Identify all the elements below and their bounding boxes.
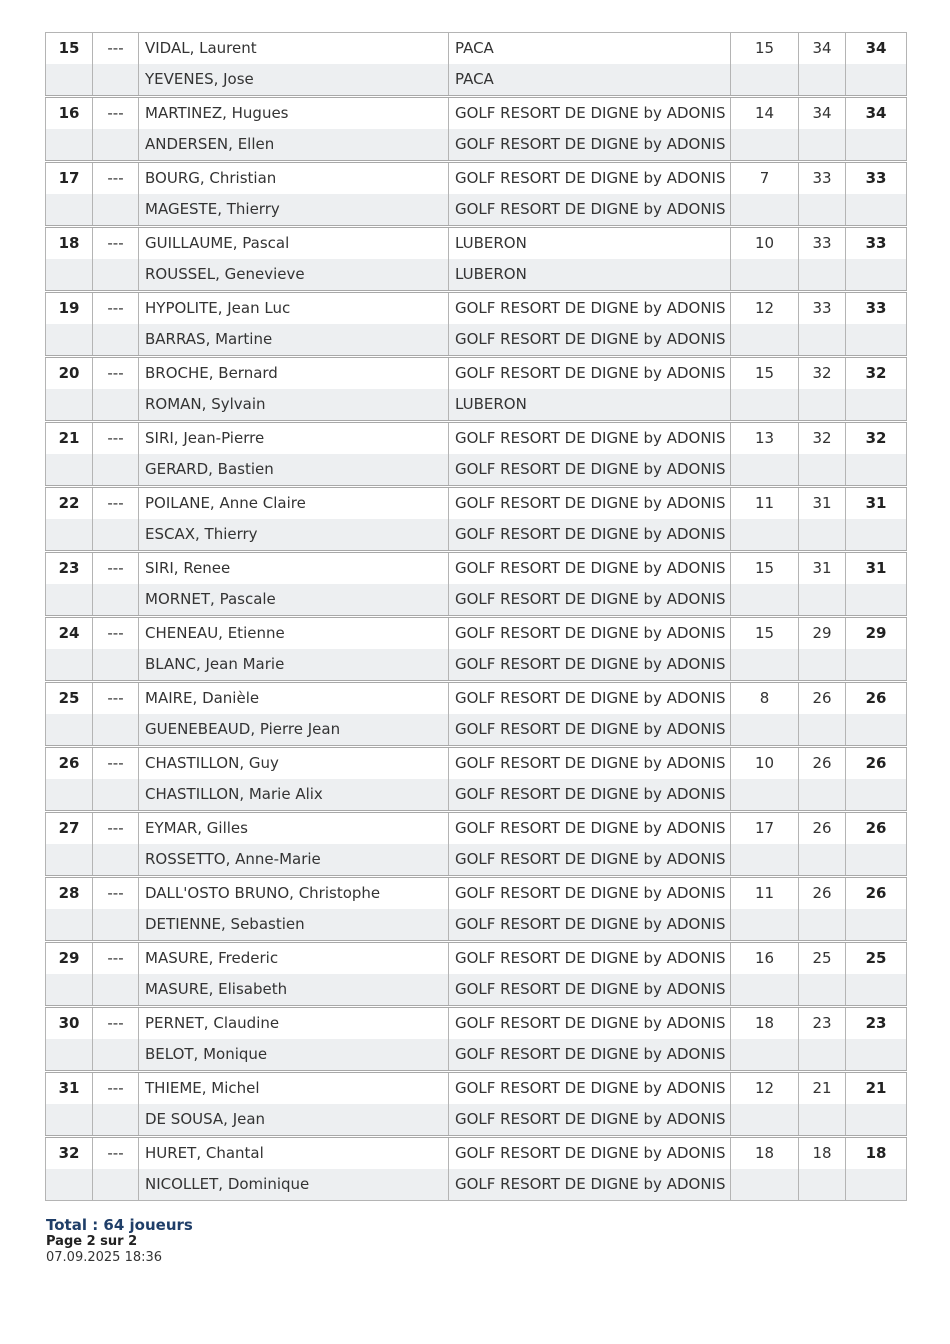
team-brut-score: 18 — [799, 1137, 846, 1170]
player-club: GOLF RESORT DE DIGNE by ADONIS — [449, 487, 731, 520]
empty-cell — [799, 454, 846, 487]
empty-cell — [731, 1104, 799, 1137]
team-net-score: 25 — [846, 942, 907, 975]
team-row-primary — [46, 617, 907, 650]
empty-cell — [846, 519, 907, 552]
player-name: GERARD, Bastien — [139, 454, 449, 487]
empty-cell — [799, 584, 846, 617]
player-name: YEVENES, Jose — [139, 64, 449, 97]
team-dash: --- — [93, 97, 139, 130]
empty-cell — [846, 584, 907, 617]
empty-cell — [799, 324, 846, 357]
team-rank: 32 — [46, 1137, 93, 1170]
team-dash: --- — [93, 162, 139, 195]
empty-cell — [731, 1169, 799, 1201]
player-name: BELOT, Monique — [139, 1039, 449, 1072]
empty-cell — [93, 454, 139, 487]
empty-cell — [46, 129, 93, 162]
empty-cell — [846, 974, 907, 1007]
team-brut-score: 26 — [799, 747, 846, 780]
player-name: SIRI, Renee — [139, 552, 449, 585]
player-name: VIDAL, Laurent — [139, 33, 449, 65]
empty-cell — [799, 714, 846, 747]
empty-cell — [799, 779, 846, 812]
player-name: BLANC, Jean Marie — [139, 649, 449, 682]
player-name: DETIENNE, Sebastien — [139, 909, 449, 942]
team-row-secondary — [46, 844, 907, 877]
empty-cell — [46, 389, 93, 422]
player-name: PERNET, Claudine — [139, 1007, 449, 1040]
player-name: THIEME, Michel — [139, 1072, 449, 1105]
team-row-secondary — [46, 454, 907, 487]
team-row-primary — [46, 97, 907, 130]
empty-cell — [799, 1039, 846, 1072]
team-row-secondary — [46, 1169, 907, 1201]
empty-cell — [46, 519, 93, 552]
team-dash: --- — [93, 227, 139, 260]
team-row-secondary — [46, 64, 907, 97]
team-row-primary — [46, 747, 907, 780]
player-name: MARTINEZ, Hugues — [139, 97, 449, 130]
empty-cell — [93, 1104, 139, 1137]
results-body — [46, 33, 907, 1201]
empty-cell — [799, 1169, 846, 1201]
empty-cell — [799, 129, 846, 162]
team-row-primary — [46, 1137, 907, 1170]
empty-cell — [46, 844, 93, 877]
team-rank: 20 — [46, 357, 93, 390]
empty-cell — [46, 194, 93, 227]
team-brut-score: 26 — [799, 812, 846, 845]
team-rank: 19 — [46, 292, 93, 325]
team-handicap: 13 — [731, 422, 799, 455]
empty-cell — [846, 324, 907, 357]
team-brut-score: 32 — [799, 422, 846, 455]
empty-cell — [846, 1039, 907, 1072]
team-row-secondary — [46, 714, 907, 747]
empty-cell — [799, 974, 846, 1007]
team-net-score: 21 — [846, 1072, 907, 1105]
team-dash: --- — [93, 1007, 139, 1040]
empty-cell — [46, 909, 93, 942]
team-dash: --- — [93, 552, 139, 585]
team-rank: 17 — [46, 162, 93, 195]
team-row-secondary — [46, 519, 907, 552]
player-name: CHASTILLON, Marie Alix — [139, 779, 449, 812]
team-rank: 23 — [46, 552, 93, 585]
team-rank: 24 — [46, 617, 93, 650]
team-net-score: 31 — [846, 487, 907, 520]
empty-cell — [93, 909, 139, 942]
team-row-secondary — [46, 584, 907, 617]
player-club: GOLF RESORT DE DIGNE by ADONIS — [449, 552, 731, 585]
empty-cell — [731, 194, 799, 227]
player-club: GOLF RESORT DE DIGNE by ADONIS — [449, 454, 731, 487]
empty-cell — [46, 259, 93, 292]
empty-cell — [799, 64, 846, 97]
team-dash: --- — [93, 812, 139, 845]
team-dash: --- — [93, 357, 139, 390]
player-club: GOLF RESORT DE DIGNE by ADONIS — [449, 422, 731, 455]
empty-cell — [46, 584, 93, 617]
empty-cell — [93, 779, 139, 812]
player-club: GOLF RESORT DE DIGNE by ADONIS — [449, 324, 731, 357]
empty-cell — [731, 1039, 799, 1072]
team-rank: 21 — [46, 422, 93, 455]
player-name: ROSSETTO, Anne-Marie — [139, 844, 449, 877]
player-name: BOURG, Christian — [139, 162, 449, 195]
team-handicap: 12 — [731, 292, 799, 325]
team-dash: --- — [93, 747, 139, 780]
empty-cell — [731, 909, 799, 942]
player-club: GOLF RESORT DE DIGNE by ADONIS — [449, 292, 731, 325]
team-row-primary — [46, 877, 907, 910]
player-club: GOLF RESORT DE DIGNE by ADONIS — [449, 909, 731, 942]
team-brut-score: 32 — [799, 357, 846, 390]
team-brut-score: 31 — [799, 552, 846, 585]
team-net-score: 33 — [846, 162, 907, 195]
empty-cell — [846, 259, 907, 292]
player-name: MORNET, Pascale — [139, 584, 449, 617]
player-club: GOLF RESORT DE DIGNE by ADONIS — [449, 1072, 731, 1105]
empty-cell — [93, 194, 139, 227]
empty-cell — [46, 714, 93, 747]
player-name: BARRAS, Martine — [139, 324, 449, 357]
empty-cell — [93, 129, 139, 162]
team-dash: --- — [93, 617, 139, 650]
empty-cell — [46, 1169, 93, 1201]
player-club: GOLF RESORT DE DIGNE by ADONIS — [449, 747, 731, 780]
empty-cell — [731, 519, 799, 552]
player-name: GUILLAUME, Pascal — [139, 227, 449, 260]
empty-cell — [731, 64, 799, 97]
player-club: GOLF RESORT DE DIGNE by ADONIS — [449, 1169, 731, 1201]
team-row-primary — [46, 422, 907, 455]
team-brut-score: 23 — [799, 1007, 846, 1040]
team-brut-score: 21 — [799, 1072, 846, 1105]
team-row-primary — [46, 942, 907, 975]
team-handicap: 8 — [731, 682, 799, 715]
team-row-secondary — [46, 194, 907, 227]
team-handicap: 17 — [731, 812, 799, 845]
player-club: GOLF RESORT DE DIGNE by ADONIS — [449, 877, 731, 910]
team-net-score: 31 — [846, 552, 907, 585]
empty-cell — [93, 324, 139, 357]
team-row-primary — [46, 357, 907, 390]
team-dash: --- — [93, 292, 139, 325]
player-club: PACA — [449, 64, 731, 97]
team-rank: 31 — [46, 1072, 93, 1105]
empty-cell — [93, 844, 139, 877]
empty-cell — [731, 844, 799, 877]
player-club: GOLF RESORT DE DIGNE by ADONIS — [449, 649, 731, 682]
empty-cell — [93, 519, 139, 552]
team-net-score: 23 — [846, 1007, 907, 1040]
team-net-score: 26 — [846, 812, 907, 845]
team-dash: --- — [93, 422, 139, 455]
player-club: GOLF RESORT DE DIGNE by ADONIS — [449, 357, 731, 390]
empty-cell — [846, 129, 907, 162]
player-club: GOLF RESORT DE DIGNE by ADONIS — [449, 1007, 731, 1040]
empty-cell — [731, 974, 799, 1007]
team-rank: 26 — [46, 747, 93, 780]
empty-cell — [46, 454, 93, 487]
empty-cell — [46, 779, 93, 812]
team-brut-score: 33 — [799, 227, 846, 260]
team-brut-score: 34 — [799, 97, 846, 130]
team-handicap: 15 — [731, 617, 799, 650]
empty-cell — [731, 324, 799, 357]
team-row-secondary — [46, 324, 907, 357]
team-row-primary — [46, 292, 907, 325]
player-name: MAGESTE, Thierry — [139, 194, 449, 227]
player-name: EYMAR, Gilles — [139, 812, 449, 845]
player-club: GOLF RESORT DE DIGNE by ADONIS — [449, 714, 731, 747]
empty-cell — [46, 974, 93, 1007]
empty-cell — [93, 714, 139, 747]
empty-cell — [93, 584, 139, 617]
team-handicap: 11 — [731, 487, 799, 520]
empty-cell — [846, 1104, 907, 1137]
empty-cell — [731, 454, 799, 487]
player-club: GOLF RESORT DE DIGNE by ADONIS — [449, 194, 731, 227]
team-brut-score: 25 — [799, 942, 846, 975]
empty-cell — [731, 779, 799, 812]
empty-cell — [799, 389, 846, 422]
team-row-secondary — [46, 129, 907, 162]
team-brut-score: 26 — [799, 682, 846, 715]
team-row-secondary — [46, 389, 907, 422]
team-dash: --- — [93, 33, 139, 65]
team-net-score: 26 — [846, 877, 907, 910]
empty-cell — [731, 259, 799, 292]
team-dash: --- — [93, 1137, 139, 1170]
team-net-score: 34 — [846, 33, 907, 65]
player-club: GOLF RESORT DE DIGNE by ADONIS — [449, 942, 731, 975]
empty-cell — [799, 519, 846, 552]
player-name: DE SOUSA, Jean — [139, 1104, 449, 1137]
team-net-score: 18 — [846, 1137, 907, 1170]
print-date: 07.09.2025 18:36 — [46, 1250, 163, 1265]
team-rank: 28 — [46, 877, 93, 910]
team-handicap: 10 — [731, 227, 799, 260]
player-name: HYPOLITE, Jean Luc — [139, 292, 449, 325]
player-club: GOLF RESORT DE DIGNE by ADONIS — [449, 974, 731, 1007]
empty-cell — [846, 844, 907, 877]
empty-cell — [799, 259, 846, 292]
team-brut-score: 29 — [799, 617, 846, 650]
team-net-score: 32 — [846, 422, 907, 455]
team-row-secondary — [46, 649, 907, 682]
team-rank: 27 — [46, 812, 93, 845]
results-table — [45, 32, 907, 1201]
empty-cell — [731, 714, 799, 747]
team-row-secondary — [46, 779, 907, 812]
empty-cell — [846, 909, 907, 942]
player-name: CHASTILLON, Guy — [139, 747, 449, 780]
empty-cell — [93, 259, 139, 292]
empty-cell — [93, 64, 139, 97]
team-row-secondary — [46, 974, 907, 1007]
empty-cell — [46, 64, 93, 97]
player-club: GOLF RESORT DE DIGNE by ADONIS — [449, 162, 731, 195]
team-handicap: 14 — [731, 97, 799, 130]
team-row-primary — [46, 33, 907, 65]
empty-cell — [93, 974, 139, 1007]
team-net-score: 26 — [846, 747, 907, 780]
player-name: ESCAX, Thierry — [139, 519, 449, 552]
player-name: MAIRE, Danièle — [139, 682, 449, 715]
player-club: GOLF RESORT DE DIGNE by ADONIS — [449, 1104, 731, 1137]
player-club: GOLF RESORT DE DIGNE by ADONIS — [449, 129, 731, 162]
team-row-secondary — [46, 1104, 907, 1137]
team-rank: 15 — [46, 33, 93, 65]
player-name: MASURE, Elisabeth — [139, 974, 449, 1007]
empty-cell — [93, 1169, 139, 1201]
team-rank: 22 — [46, 487, 93, 520]
empty-cell — [46, 324, 93, 357]
player-club: GOLF RESORT DE DIGNE by ADONIS — [449, 682, 731, 715]
page-footer — [46, 1216, 193, 1266]
empty-cell — [46, 1104, 93, 1137]
team-row-primary — [46, 1072, 907, 1105]
empty-cell — [846, 64, 907, 97]
team-dash: --- — [93, 682, 139, 715]
player-name: NICOLLET, Dominique — [139, 1169, 449, 1201]
team-brut-score: 33 — [799, 162, 846, 195]
team-handicap: 15 — [731, 357, 799, 390]
empty-cell — [93, 389, 139, 422]
empty-cell — [846, 714, 907, 747]
empty-cell — [46, 1039, 93, 1072]
player-club: GOLF RESORT DE DIGNE by ADONIS — [449, 812, 731, 845]
team-dash: --- — [93, 487, 139, 520]
empty-cell — [846, 194, 907, 227]
team-rank: 25 — [46, 682, 93, 715]
team-brut-score: 33 — [799, 292, 846, 325]
team-rank: 16 — [46, 97, 93, 130]
player-club: GOLF RESORT DE DIGNE by ADONIS — [449, 779, 731, 812]
team-net-score: 29 — [846, 617, 907, 650]
team-row-secondary — [46, 909, 907, 942]
empty-cell — [799, 194, 846, 227]
team-handicap: 15 — [731, 33, 799, 65]
page-number: Page 2 sur 2 — [46, 1234, 138, 1249]
empty-cell — [846, 389, 907, 422]
team-net-score: 34 — [846, 97, 907, 130]
player-club: GOLF RESORT DE DIGNE by ADONIS — [449, 617, 731, 650]
player-name: MASURE, Frederic — [139, 942, 449, 975]
team-row-primary — [46, 682, 907, 715]
empty-cell — [731, 649, 799, 682]
empty-cell — [846, 1169, 907, 1201]
empty-cell — [799, 909, 846, 942]
team-row-primary — [46, 552, 907, 585]
team-row-primary — [46, 227, 907, 260]
team-row-secondary — [46, 259, 907, 292]
team-handicap: 7 — [731, 162, 799, 195]
player-name: ROUSSEL, Genevieve — [139, 259, 449, 292]
team-rank: 18 — [46, 227, 93, 260]
team-dash: --- — [93, 942, 139, 975]
empty-cell — [93, 1039, 139, 1072]
team-row-primary — [46, 162, 907, 195]
team-brut-score: 26 — [799, 877, 846, 910]
team-handicap: 12 — [731, 1072, 799, 1105]
player-club: GOLF RESORT DE DIGNE by ADONIS — [449, 1039, 731, 1072]
team-brut-score: 31 — [799, 487, 846, 520]
team-brut-score: 34 — [799, 33, 846, 65]
empty-cell — [846, 454, 907, 487]
team-handicap: 10 — [731, 747, 799, 780]
empty-cell — [799, 1104, 846, 1137]
player-club: GOLF RESORT DE DIGNE by ADONIS — [449, 1137, 731, 1170]
empty-cell — [846, 649, 907, 682]
player-club: GOLF RESORT DE DIGNE by ADONIS — [449, 844, 731, 877]
team-handicap: 16 — [731, 942, 799, 975]
team-row-primary — [46, 1007, 907, 1040]
team-row-primary — [46, 812, 907, 845]
empty-cell — [731, 389, 799, 422]
team-rank: 29 — [46, 942, 93, 975]
team-handicap: 15 — [731, 552, 799, 585]
team-handicap: 18 — [731, 1007, 799, 1040]
player-club: PACA — [449, 33, 731, 65]
team-net-score: 32 — [846, 357, 907, 390]
team-row-secondary — [46, 1039, 907, 1072]
empty-cell — [799, 649, 846, 682]
player-club: GOLF RESORT DE DIGNE by ADONIS — [449, 97, 731, 130]
empty-cell — [799, 844, 846, 877]
team-net-score: 33 — [846, 292, 907, 325]
empty-cell — [93, 649, 139, 682]
player-name: POILANE, Anne Claire — [139, 487, 449, 520]
player-name: GUENEBEAUD, Pierre Jean — [139, 714, 449, 747]
empty-cell — [731, 584, 799, 617]
empty-cell — [731, 129, 799, 162]
player-club: LUBERON — [449, 227, 731, 260]
player-club: GOLF RESORT DE DIGNE by ADONIS — [449, 584, 731, 617]
player-club: GOLF RESORT DE DIGNE by ADONIS — [449, 519, 731, 552]
player-name: ANDERSEN, Ellen — [139, 129, 449, 162]
empty-cell — [46, 649, 93, 682]
player-name: HURET, Chantal — [139, 1137, 449, 1170]
team-handicap: 18 — [731, 1137, 799, 1170]
team-row-primary — [46, 487, 907, 520]
player-club: LUBERON — [449, 389, 731, 422]
team-handicap: 11 — [731, 877, 799, 910]
team-net-score: 33 — [846, 227, 907, 260]
team-net-score: 26 — [846, 682, 907, 715]
player-name: BROCHE, Bernard — [139, 357, 449, 390]
team-dash: --- — [93, 1072, 139, 1105]
total-players: Total : 64 joueurs — [46, 1216, 193, 1234]
player-name: ROMAN, Sylvain — [139, 389, 449, 422]
player-name: DALL'OSTO BRUNO, Christophe — [139, 877, 449, 910]
player-name: CHENEAU, Etienne — [139, 617, 449, 650]
player-name: SIRI, Jean-Pierre — [139, 422, 449, 455]
player-club: LUBERON — [449, 259, 731, 292]
team-rank: 30 — [46, 1007, 93, 1040]
empty-cell — [846, 779, 907, 812]
team-dash: --- — [93, 877, 139, 910]
